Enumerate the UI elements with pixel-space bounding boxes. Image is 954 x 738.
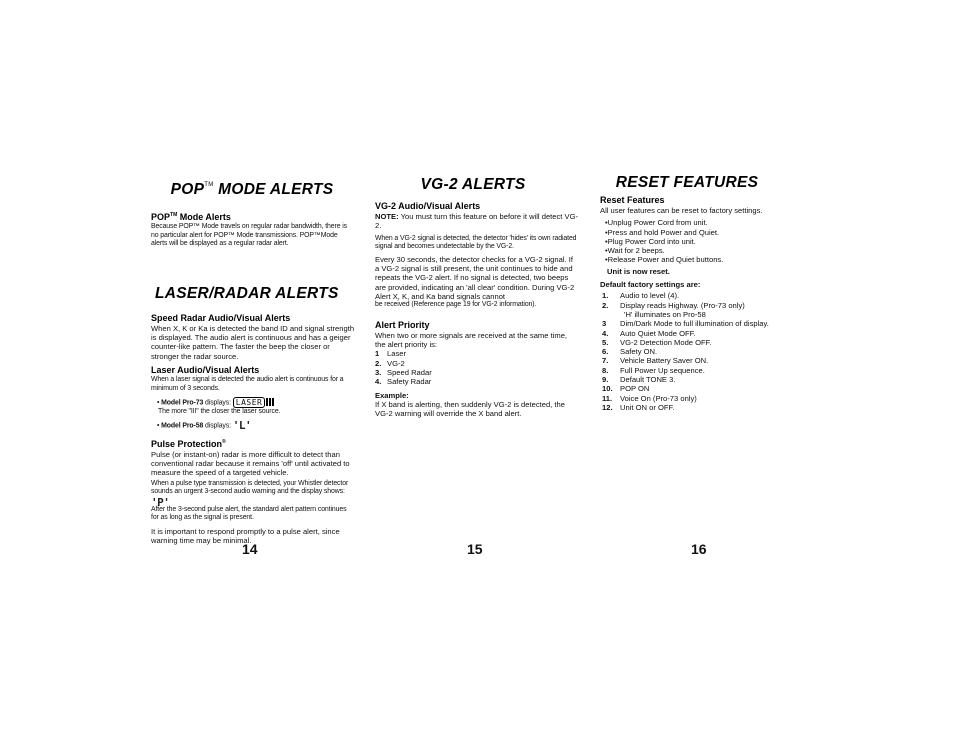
pulse-body-1: Pulse (or instant-on) radar is more difficult to detect than conventional radar because it remains 'off' until activated to measure the speed of a targeted vehicle. (151, 449, 350, 478)
laser-lcd-display-icon: LASER (233, 397, 266, 408)
bullet: • (157, 399, 160, 407)
list-item: 9. Default TONE 3. (602, 375, 676, 385)
pulse-protection-subheading (151, 437, 355, 450)
vg2-note (375, 212, 579, 231)
laser-body: When a laser signal is detected the audio alert is continuous for a minimum of 3 seconds. (151, 375, 344, 392)
list-item: 'H' illuminates on Pro-58 (624, 309, 706, 319)
list-item: •Wait for 2 beeps. (605, 246, 665, 256)
list-item: 8. Full Power Up sequence. (602, 365, 705, 375)
speed-radar-body: When X, K or Ka is detected the band ID and signal strength is displayed. The audio alert is continuous and has a geiger counter-like pattern. The faster the beep the closer or stronger the radar source. (151, 323, 355, 361)
pro73-displays-text: displays: (203, 399, 231, 407)
example-label: Example: (375, 390, 409, 400)
list-item: •Plug Power Cord into unit. (605, 236, 696, 246)
list-item: 7. Vehicle Battery Saver ON. (602, 356, 709, 366)
pro73-display-line (151, 397, 355, 408)
list-item: 10. POP ON (602, 384, 650, 394)
page-number-14: 14 (242, 541, 258, 557)
alert-priority-subheading: Alert Priority (375, 319, 430, 330)
page-number-16: 16 (691, 541, 707, 557)
list-item: 3. Speed Radar (375, 368, 432, 378)
page-15-column (375, 176, 579, 419)
list-item: 2. Display reads Highway. (Pro-73 only) (602, 300, 745, 310)
pop-body: Because POP™ Mode travels on regular radar bandwidth, there is no particular alert for POP™ Mode transmissions. POP™Mode alerts will be displayed as a regular radar alert. (151, 223, 348, 248)
note-body: You must turn this feature on before it will detect VG-2. (375, 212, 579, 231)
list-item: 5. VG-2 Detection Mode OFF. (602, 337, 712, 347)
alert-priority-body: When two or more signals are received at the same time, the alert priority is: (375, 330, 568, 350)
pro58-displays-text: displays: (203, 422, 231, 430)
reset-done: Unit is now reset. (607, 266, 670, 276)
trademark-mark: TM (170, 212, 178, 218)
reset-features-heading: RESET FEATURES (615, 174, 759, 191)
list-item: •Release Power and Quiet buttons. (605, 255, 724, 265)
reset-features-subheading: Reset Features (600, 195, 665, 205)
defaults-list (600, 291, 800, 412)
pop-title-rest: MODE ALERTS (218, 181, 334, 198)
pro58-display-line (151, 420, 355, 431)
reset-intro: All user features can be reset to factory settings. (600, 206, 763, 215)
page-14-column (151, 176, 355, 546)
pop-sub-rest: Mode Alerts (177, 212, 231, 222)
pop-mode-alerts-heading (149, 176, 355, 199)
vg2-body-2a: Every 30 seconds, the detector checks for a VG-2 signal. If a VG-2 signal is still present, the unit continues to hide and repeats the VG-2 alert. If no signal is detected, two beeps are provided, indicating an 'all clear' condition. During VG-2 Alert X, K, and Ka band signals cannot (375, 254, 575, 301)
laser-radar-alerts-heading: LASER/RADAR ALERTS (155, 284, 339, 302)
pop-title: POP (170, 181, 205, 198)
pulse-body-4: It is important to respond promptly to a pulse alert, since warning time may be minimal. (151, 527, 340, 546)
pro73-note: The more "III" the closer the laser source. (158, 408, 281, 416)
list-item: •Unplug Power Cord from unit. (605, 218, 708, 228)
list-item: 12. Unit ON or OFF. (602, 402, 675, 412)
page-number-15: 15 (467, 541, 483, 557)
note-label: NOTE: (375, 212, 399, 221)
list-item: 3 Dim/Dark Mode to full illumination of display. (602, 319, 769, 329)
pulse-segment-display-icon: 'P' (151, 495, 170, 509)
pop-mode-subheading (151, 210, 355, 223)
speed-radar-subheading: Speed Radar Audio/Visual Alerts (151, 312, 291, 323)
pulse-sub-text: Pulse Protection (151, 438, 223, 449)
pulse-body-2 (151, 480, 355, 508)
list-item: 2. VG-2 (375, 358, 405, 368)
trademark-mark: TM (204, 182, 214, 188)
list-item: 1 Laser (375, 349, 406, 359)
alert-priority-list (375, 349, 579, 386)
defaults-label: Default factory settings are: (600, 280, 701, 290)
bullet: • (157, 422, 160, 430)
pop-sub-text: POP (151, 212, 171, 222)
list-item: 11. Voice On (Pro-73 only) (602, 393, 697, 403)
pro73-label: Model Pro-73 (161, 399, 204, 407)
signal-bars-icon (266, 398, 275, 407)
pro58-label: Model Pro-58 (161, 422, 204, 430)
list-item: •Press and hold Power and Quiet. (605, 227, 720, 237)
example-body: If X band is alerting, then suddenly VG-2 is detected, the VG-2 warning will override the X band alert. (375, 399, 565, 419)
pulse-body-3: After the 3-second pulse alert, the standard alert pattern continues for as long as the signal is present. (151, 505, 347, 522)
reset-steps-list (600, 218, 800, 264)
list-item: 4. Auto Quiet Mode OFF. (602, 328, 696, 338)
list-item: 4. Safety Radar (375, 377, 432, 387)
vg2-body-1: When a VG-2 signal is detected, the detector 'hides' its own radiated signal and becomes undetectable by the VG-2. (375, 234, 577, 251)
pulse-body-2-text: When a pulse type transmission is detected, your Whistler detector sounds an urgent 3-second audio warning and the display shows: (151, 479, 349, 496)
vg2-alerts-heading: VG-2 ALERTS (420, 176, 526, 193)
registered-mark: ® (222, 438, 226, 445)
vg2-body-2b: be received (Reference page 19 for VG-2 information). (375, 301, 537, 309)
laser-subheading: Laser Audio/Visual Alerts (151, 364, 260, 375)
page-16-column (600, 174, 800, 412)
list-item: 6. Safety ON. (602, 347, 658, 357)
list-item: 1. Audio to level (4). (602, 291, 680, 301)
vg2-subheading: VG-2 Audio/Visual Alerts (375, 201, 481, 211)
laser-segment-display-icon: 'L' (232, 418, 252, 432)
